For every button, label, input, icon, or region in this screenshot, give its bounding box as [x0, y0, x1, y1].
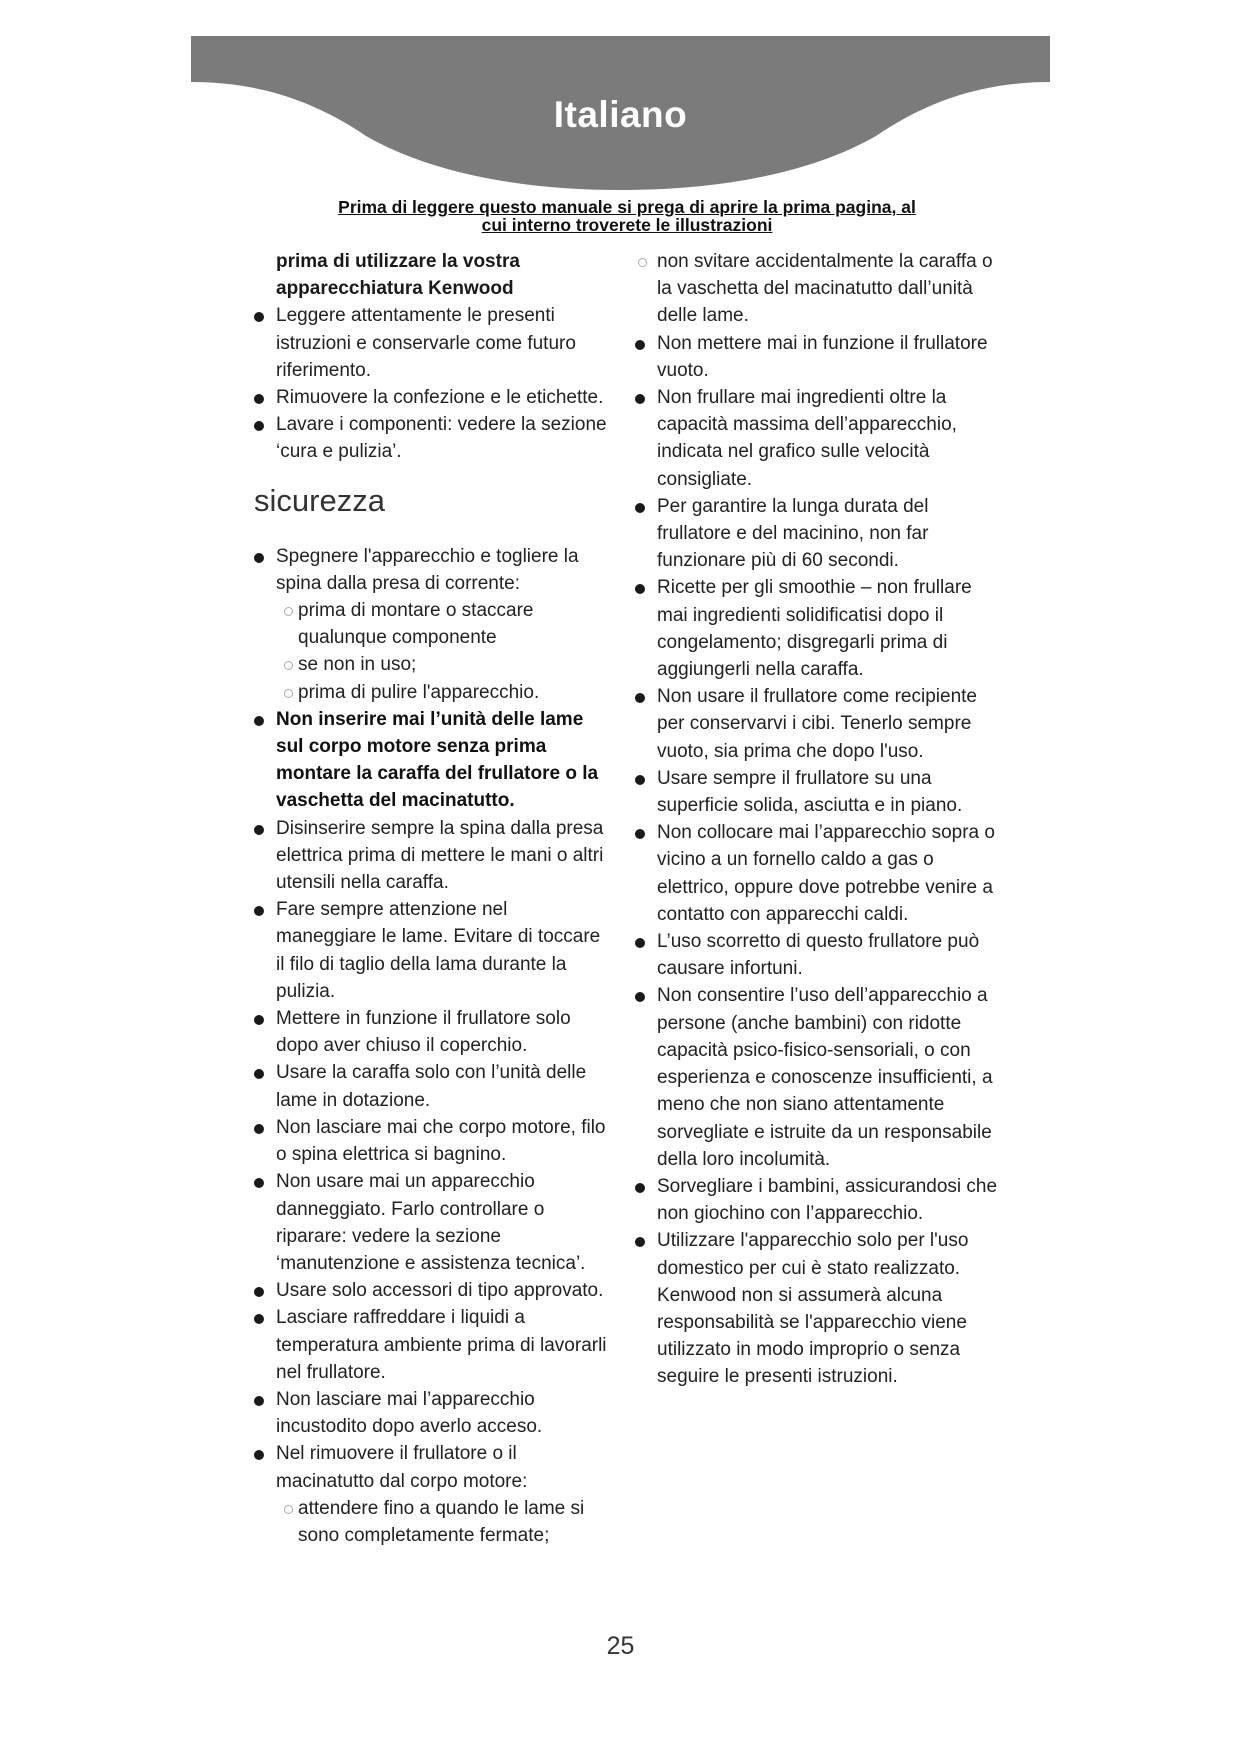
list-item: Non lasciare mai l’apparecchio incustodito dopo averlo acceso. — [254, 1386, 609, 1440]
continued-sub-list — [635, 248, 1005, 330]
sub-list-item: prima di pulire l'apparecchio. — [276, 679, 609, 706]
left-column — [254, 248, 609, 1549]
sub-list-item: attendere fino a quando le lame si sono completamente fermate; — [276, 1495, 609, 1549]
list-item: Non collocare mai l’apparecchio sopra o vicino a un fornello caldo a gas o elettrico, oppure dove potrebbe venire a contatto con apparecchi caldi. — [635, 819, 1005, 928]
list-item: Non frullare mai ingredienti oltre la capacità massima dell’apparecchio, indicata nel grafico sulle velocità consigliate. — [635, 384, 1005, 493]
right-column — [635, 248, 1005, 1391]
list-item: Non lasciare mai che corpo motore, filo o spina elettrica si bagnino. — [254, 1114, 609, 1168]
list-item-text: Spegnere l'apparecchio e togliere la spina dalla presa di corrente: — [276, 545, 579, 594]
safety-list — [254, 543, 609, 1550]
list-item: Ricette per gli smoothie – non frullare mai ingredienti solidificatisi dopo il congelamento; disgregarli prima di aggiungerli nella caraffa. — [635, 574, 1005, 683]
list-item: L’uso scorretto di questo frullatore può causare infortuni. — [635, 928, 1005, 982]
list-item: Non consentire l’uso dell’apparecchio a persone (anche bambini) con ridotte capacità psico-fisico-sensoriali, o con esperienza e conoscenze insufficienti, a meno che non siano attentamente sorvegliate e istruite da un responsabile della loro incolumità. — [635, 982, 1005, 1172]
list-item: Disinserire sempre la spina dalla presa elettrica prima di mettere le mani o altri utensili nella caraffa. — [254, 815, 609, 897]
list-item: Non mettere mai in funzione il frullatore vuoto. — [635, 330, 1005, 384]
sub-list-item: prima di montare o staccare qualunque componente — [276, 597, 609, 651]
page-number: 25 — [606, 1632, 635, 1660]
notice-line-1: Prima di leggere questo manuale si prega di aprire la prima pagina, al — [338, 197, 916, 217]
list-item: Usare la caraffa solo con l’unità delle lame in dotazione. — [254, 1059, 609, 1113]
list-item — [254, 543, 609, 706]
list-item: Usare solo accessori di tipo approvato. — [254, 1277, 609, 1304]
list-item: Usare sempre il frullatore su una superficie solida, asciutta e in piano. — [635, 765, 1005, 819]
notice-banner — [262, 198, 992, 234]
sub-list — [276, 597, 609, 706]
list-item-warning: Non inserire mai l’unità delle lame sul corpo motore senza prima montare la caraffa del frullatore o la vaschetta del macinatutto. — [254, 706, 609, 815]
list-item: Non usare il frullatore come recipiente per conservarvi i cibi. Tenerlo sempre vuoto, sia prima che dopo l'uso. — [635, 683, 1005, 765]
section-title-safety: sicurezza — [254, 482, 385, 518]
list-item-text: Nel rimuovere il frullatore o il macinatutto dal corpo motore: — [276, 1443, 528, 1492]
intro-heading: prima di utilizzare la vostra apparecchiatura Kenwood — [276, 251, 520, 300]
sub-list — [276, 1495, 609, 1549]
list-item: Per garantire la lunga durata del frullatore e del macinino, non far funzionare più di 60 secondi. — [635, 493, 1005, 575]
list-item: Utilizzare l'apparecchio solo per l'uso domestico per cui è stato realizzato. Kenwood non si assumerà alcuna responsabilità se l'apparecchio viene utilizzato in modo improprio o senza seguire le presenti istruzioni. — [635, 1227, 1005, 1390]
list-item: Sorvegliare i bambini, assicurandosi che non giochino con l’apparecchio. — [635, 1173, 1005, 1227]
list-item: Lasciare raffreddare i liquidi a temperatura ambiente prima di lavorarli nel frullatore. — [254, 1304, 609, 1386]
list-item — [254, 1440, 609, 1549]
page-title: Italiano — [553, 94, 688, 135]
sub-list-item: se non in uso; — [276, 651, 609, 678]
sub-list-item: non svitare accidentalmente la caraffa o la vaschetta del macinatutto dall’unità delle lame. — [635, 248, 1005, 330]
list-item: Rimuovere la confezione e le etichette. — [254, 384, 609, 411]
intro-list — [254, 302, 609, 465]
list-item: Non usare mai un apparecchio danneggiato. Farlo controllare o riparare: vedere la sezione ‘manutenzione e assistenza tecnica’. — [254, 1168, 609, 1277]
notice-line-2: cui interno troverete le illustrazioni — [481, 215, 773, 235]
list-item: Mettere in funzione il frullatore solo dopo aver chiuso il coperchio. — [254, 1005, 609, 1059]
list-item: Fare sempre attenzione nel maneggiare le lame. Evitare di toccare il filo di taglio della lama durante la pulizia. — [254, 896, 609, 1005]
list-item: Lavare i componenti: vedere la sezione ‘cura e pulizia’. — [254, 411, 609, 465]
list-item: Leggere attentamente le presenti istruzioni e conservarle come futuro riferimento. — [254, 302, 609, 384]
safety-list-continued — [635, 330, 1005, 1391]
